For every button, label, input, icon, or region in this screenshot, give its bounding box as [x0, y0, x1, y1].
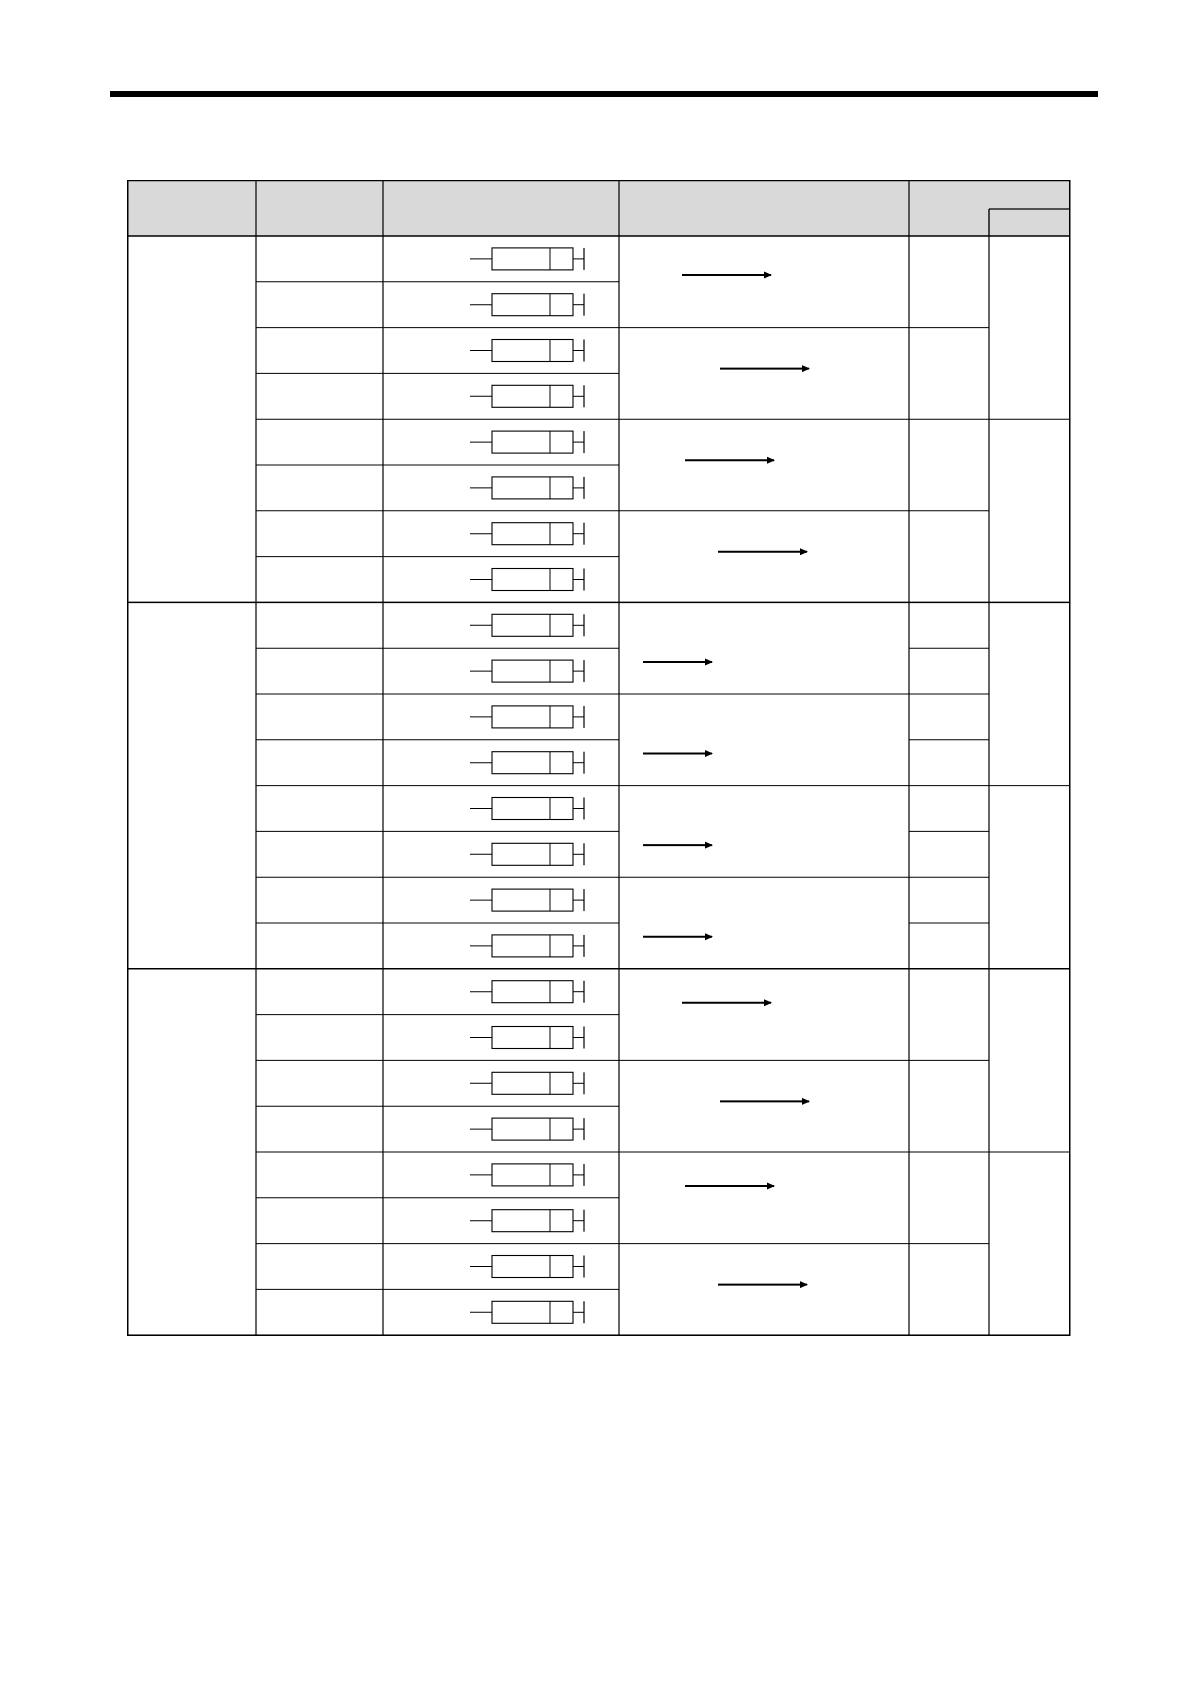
- ladder-symbol-icon: [470, 569, 584, 591]
- ladder-symbol-icon: [470, 523, 584, 545]
- table-header-band: [127, 181, 1070, 237]
- ladder-symbol-icon: [470, 477, 584, 499]
- instruction-box: [492, 340, 573, 362]
- instruction-box: [492, 889, 573, 911]
- instruction-box: [492, 752, 573, 774]
- instruction-box: [492, 935, 573, 957]
- instruction-box: [492, 569, 573, 591]
- instruction-box: [492, 1027, 573, 1049]
- ladder-symbol-icon: [470, 798, 584, 820]
- ladder-symbol-icon: [470, 294, 584, 316]
- table-frame: [128, 181, 1070, 1336]
- ladder-symbol-icon: [470, 1210, 584, 1232]
- instruction-box: [492, 1256, 573, 1278]
- instruction-table: [127, 180, 1071, 1336]
- instruction-box: [492, 294, 573, 316]
- ladder-symbol-icon: [470, 706, 584, 728]
- instruction-box: [492, 660, 573, 682]
- instruction-box: [492, 843, 573, 865]
- ladder-symbol-icon: [470, 340, 584, 362]
- ladder-symbol-icon: [470, 935, 584, 957]
- ladder-symbol-icon: [470, 1164, 584, 1186]
- ladder-symbol-icon: [470, 431, 584, 453]
- ladder-symbol-icon: [470, 248, 584, 270]
- instruction-box: [492, 1072, 573, 1094]
- instruction-box: [492, 1164, 573, 1186]
- instruction-box: [492, 431, 573, 453]
- instruction-box: [492, 523, 573, 545]
- ladder-symbol-icon: [470, 843, 584, 865]
- ladder-symbol-icon: [470, 1256, 584, 1278]
- ladder-symbol-icon: [470, 614, 584, 636]
- ladder-symbol-icon: [470, 1072, 584, 1094]
- instruction-box: [492, 1118, 573, 1140]
- ladder-symbol-icon: [470, 981, 584, 1003]
- ladder-symbol-icon: [470, 889, 584, 911]
- instruction-box: [492, 798, 573, 820]
- ladder-symbol-icon: [470, 752, 584, 774]
- instruction-box: [492, 706, 573, 728]
- instruction-box: [492, 614, 573, 636]
- instruction-box: [492, 1301, 573, 1323]
- instruction-box: [492, 1210, 573, 1232]
- instruction-box: [492, 248, 573, 270]
- ladder-symbol-icon: [470, 1027, 584, 1049]
- instruction-box: [492, 981, 573, 1003]
- header-rule: [110, 91, 1098, 97]
- ladder-symbol-icon: [470, 1301, 584, 1323]
- instruction-table-drawing: [127, 180, 1071, 1336]
- ladder-symbol-icon: [470, 385, 584, 407]
- instruction-box: [492, 385, 573, 407]
- ladder-symbol-icon: [470, 1118, 584, 1140]
- instruction-box: [492, 477, 573, 499]
- ladder-symbol-icon: [470, 660, 584, 682]
